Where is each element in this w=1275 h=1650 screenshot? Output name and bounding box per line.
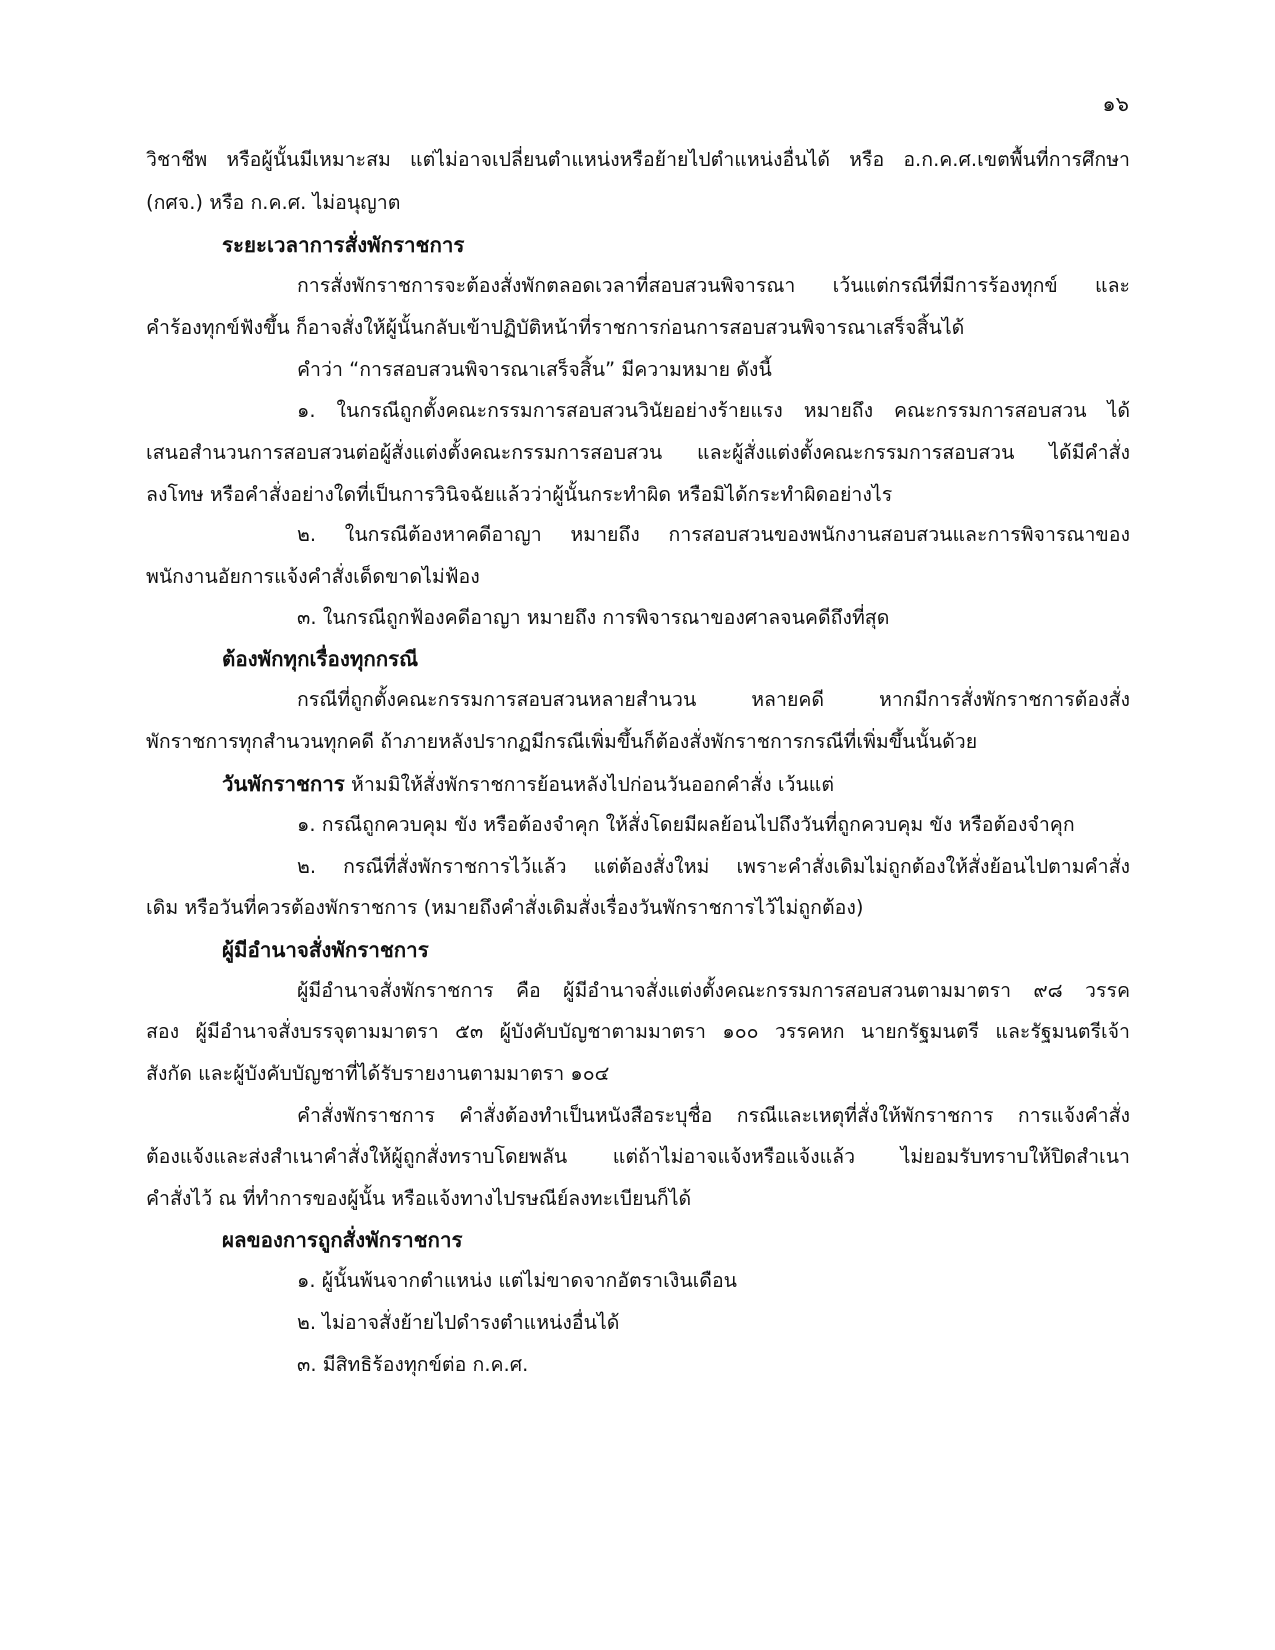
inline-heading: วันพักราชการ — [222, 772, 345, 796]
paragraph-line: วิชาชีพ หรือผู้นั้นมีเหมาะสม แต่ไม่อาจเปลี่ยนตำแหน่งหรือย้ายไปตำแหน่งอื่นได้ หรือ อ.ก.ค.ศ.เขตพื้นที่การศึกษา — [146, 148, 1130, 171]
section-heading: ระยะเวลาการสั่งพักราชการ — [222, 233, 465, 257]
paragraph-line: ลงโทษ หรือคำสั่งอย่างใดที่เป็นการวินิจฉัยแล้วว่าผู้นั้นกระทำผิด หรือมิได้กระทำผิดอย่างไร — [146, 483, 893, 506]
paragraph-line — [222, 770, 1130, 799]
paragraph-line: สังกัด และผู้บังคับบัญชาที่ได้รับรายงานตามมาตรา ๑๐๔ — [146, 1062, 610, 1085]
paragraph-line: พักราชการทุกสำนวนทุกคดี ถ้าภายหลังปรากฏมีกรณีเพิ่มขึ้นก็ต้องสั่งพักราชการกรณีที่เพิ่มขึ้นนั้นด้วย — [146, 730, 978, 753]
paragraph-line: ๑. ในกรณีถูกตั้งคณะกรรมการสอบสวนวินัยอย่างร้ายแรง หมายถึง คณะกรรมการสอบสวน ได้ — [297, 399, 1130, 422]
paragraph-line: คำสั่งพักราชการ คำสั่งต้องทำเป็นหนังสือระบุชื่อ กรณีและเหตุที่สั่งให้พักราชการ การแจ้งคำสั่ง — [297, 1104, 1130, 1127]
paragraph-line: เดิม หรือวันที่ควรต้องพักราชการ (หมายถึงคำสั่งเดิมสั่งเรื่องวันพักราชการไว้ไม่ถูกต้อง) — [146, 896, 864, 919]
paragraph-line: ผู้มีอำนาจสั่งพักราชการ คือ ผู้มีอำนาจสั่งแต่งตั้งคณะกรรมการสอบสวนตามมาตรา ๙๘ วรรค — [297, 979, 1130, 1002]
section-heading: ต้องพักทุกเรื่องทุกกรณี — [222, 647, 419, 671]
paragraph-line: ๒. ในกรณีต้องหาคดีอาญา หมายถึง การสอบสวนของพนักงานสอบสวนและการพิจารณาของ — [297, 523, 1130, 546]
paragraph-line: ๓. ในกรณีถูกฟ้องคดีอาญา หมายถึง การพิจารณาของศาลจนคดีถึงที่สุด — [297, 606, 890, 629]
paragraph-line: สอง ผู้มีอำนาจสั่งบรรจุตามมาตรา ๕๓ ผู้บังคับบัญชาตามมาตรา ๑๐๐ วรรคหก นายกรัฐมนตรี และรัฐมนตรีเจ้า — [146, 1020, 1130, 1043]
paragraph-line: (กศจ.) หรือ ก.ค.ศ. ไม่อนุญาต — [146, 191, 401, 214]
paragraph-line: กรณีที่ถูกตั้งคณะกรรมการสอบสวนหลายสำนวน หลายคดี หากมีการสั่งพักราชการต้องสั่ง — [297, 688, 1130, 711]
section-heading: ผู้มีอำนาจสั่งพักราชการ — [222, 938, 429, 962]
list-item: ๓. มีสิทธิร้องทุกข์ต่อ ก.ค.ศ. — [297, 1353, 529, 1376]
paragraph-line: คำร้องทุกข์ฟังขึ้น ก็อาจสั่งให้ผู้นั้นกลับเข้าปฏิบัติหน้าที่ราชการก่อนการสอบสวนพิจารณาเสร็จสิ้นได้ — [146, 316, 965, 339]
paragraph-line: เสนอสำนวนการสอบสวนต่อผู้สั่งแต่งตั้งคณะกรรมการสอบสวน และผู้สั่งแต่งตั้งคณะกรรมการสอบสวน ได้มีคำสั่ง — [146, 441, 1130, 464]
paragraph-line: พนักงานอัยการแจ้งคำสั่งเด็ดขาดไม่ฟ้อง — [146, 565, 480, 588]
paragraph-line: ต้องแจ้งและส่งสำเนาคำสั่งให้ผู้ถูกสั่งทราบโดยพลัน แต่ถ้าไม่อาจแจ้งหรือแจ้งแล้ว ไม่ยอมรับทราบให้ปิดสำเนา — [146, 1145, 1130, 1168]
page-number: ๑๖ — [1102, 92, 1129, 116]
paragraph-line: คำสั่งไว้ ณ ที่ทำการของผู้นั้น หรือแจ้งทางไปรษณีย์ลงทะเบียนก็ได้ — [146, 1187, 692, 1210]
paragraph-line: คำว่า “การสอบสวนพิจารณาเสร็จสิ้น” มีความหมาย ดังนี้ — [297, 358, 772, 381]
inline-text: ห้ามมิให้สั่งพักราชการย้อนหลังไปก่อนวันออกคำสั่ง เว้นแต่ — [351, 773, 835, 796]
list-item: ๑. ผู้นั้นพ้นจากตำแหน่ง แต่ไม่ขาดจากอัตราเงินเดือน — [297, 1269, 738, 1292]
paragraph-line: การสั่งพักราชการจะต้องสั่งพักตลอดเวลาที่สอบสวนพิจารณา เว้นแต่กรณีที่มีการร้องทุกข์ และ — [297, 274, 1130, 297]
paragraph-line: ๑. กรณีถูกควบคุม ขัง หรือต้องจำคุก ให้สั่งโดยมีผลย้อนไปถึงวันที่ถูกควบคุม ขัง หรือต้องจำคุก — [297, 813, 1075, 836]
paragraph-line: ๒. กรณีที่สั่งพักราชการไว้แล้ว แต่ต้องสั่งใหม่ เพราะคำสั่งเดิมไม่ถูกต้องให้สั่งย้อนไปตามคำสั่ง — [297, 855, 1130, 878]
list-item: ๒. ไม่อาจสั่งย้ายไปดำรงตำแหน่งอื่นได้ — [297, 1311, 620, 1334]
section-heading: ผลของการถูกสั่งพักราชการ — [222, 1228, 463, 1252]
